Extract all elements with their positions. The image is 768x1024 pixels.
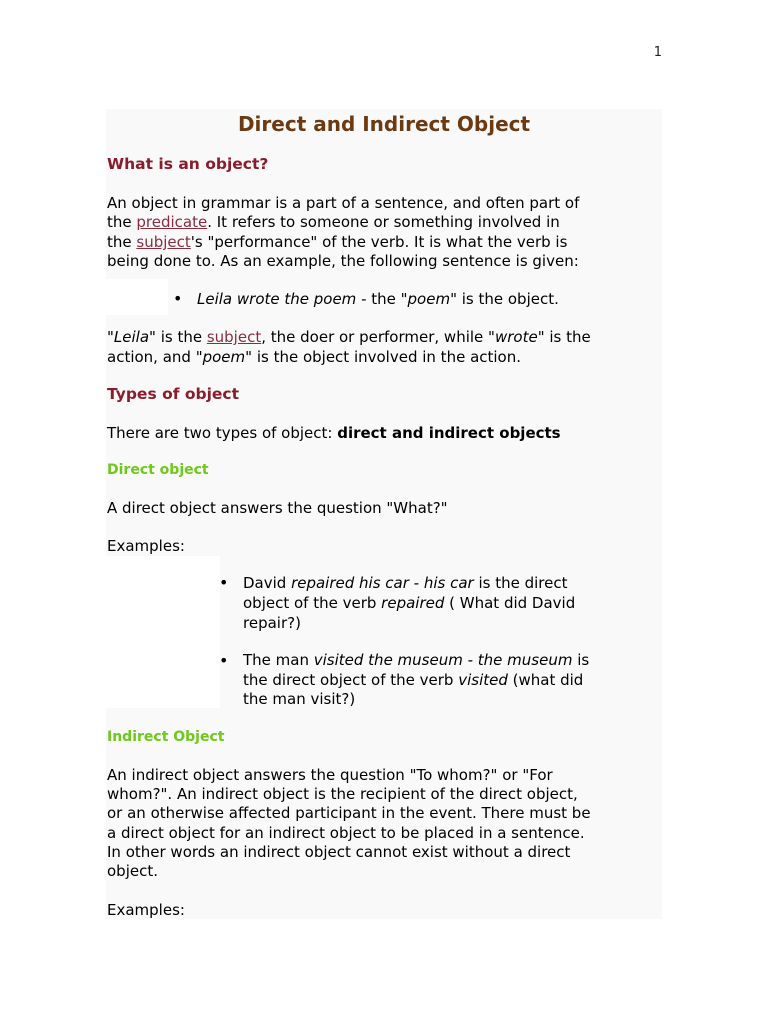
indirect-line-2: whom?". An indirect object is the recipient of the direct object, (107, 785, 578, 803)
direct-examples-label: Examples: (107, 537, 185, 555)
heading-indirect-object: Indirect Object (107, 729, 225, 745)
bullet-dot: • (219, 573, 229, 592)
page-number: 1 (653, 45, 662, 60)
para1-line4: being done to. As an example, the following sentence is given: (107, 252, 579, 270)
example-bullet-leila: Leila wrote the poem - the "poem" is the object. (197, 290, 559, 308)
para1-line1: An object in grammar is a part of a sentence, and often part of (107, 194, 580, 212)
subject-link-2[interactable]: subject (206, 328, 262, 346)
para2-line2: action, and "poem" is the object involved in the action. (107, 348, 522, 366)
direct-ex2-line3: the man visit?) (243, 690, 356, 708)
para2-line1: "Leila" is the subject, the doer or performer, while "wrote" is the (107, 328, 591, 346)
direct-ex2-line2: the direct object of the verb visited (what did (243, 671, 584, 689)
para1-line2: the predicate. It refers to someone or something involved in (107, 213, 560, 231)
direct-object-definition: A direct object answers the question "What?" (107, 499, 448, 517)
indirect-line-4: a direct object for an indirect object to be placed in a sentence. (107, 824, 585, 842)
predicate-link[interactable]: predicate (136, 213, 208, 231)
para1-line3: the subject's "performance" of the verb. It is what the verb is (107, 233, 568, 251)
bullet-dot: • (219, 651, 229, 670)
direct-ex1-line1: David repaired his car - his car is the direct (243, 574, 568, 592)
direct-ex1-line3: repair?) (243, 614, 301, 632)
direct-ex1-line2: object of the verb repaired ( What did David (243, 594, 576, 612)
heading-types-of-object: Types of object (107, 385, 240, 403)
indirect-examples-label: Examples: (107, 901, 185, 919)
document-title: Direct and Indirect Object (237, 112, 531, 136)
subject-link[interactable]: subject (136, 233, 191, 251)
bullet-dot: • (173, 289, 183, 308)
heading-what-is-object: What is an object? (107, 155, 269, 173)
indirect-line-5: In other words an indirect object cannot exist without a direct (107, 843, 571, 861)
indirect-line-6: object. (107, 862, 158, 880)
examples-indent-block (106, 556, 220, 708)
direct-ex2-line1: The man visited the museum - the museum is (243, 651, 590, 669)
heading-direct-object: Direct object (107, 462, 209, 478)
indirect-line-3: or an otherwise affected participant in the event. There must be (107, 804, 591, 822)
indirect-line-1: An indirect object answers the question "To whom?" or "For (107, 766, 553, 784)
types-intro: There are two types of object: direct and indirect objects (107, 424, 561, 442)
bullet-indent-block (106, 279, 168, 315)
